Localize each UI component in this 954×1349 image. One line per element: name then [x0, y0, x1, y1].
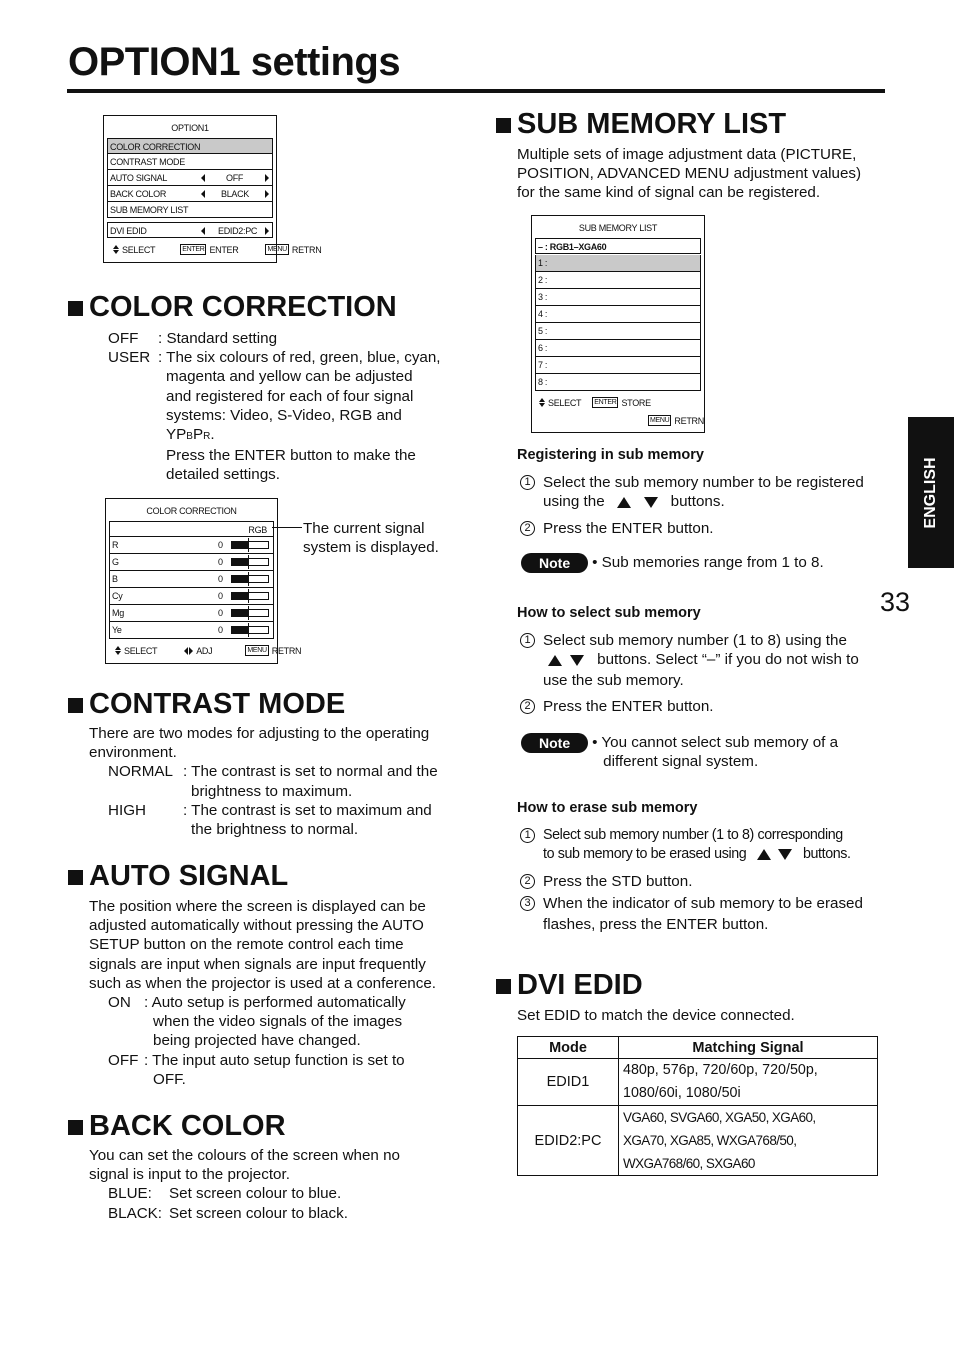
menu-key-icon: MENU: [247, 647, 267, 654]
heading-registering: Registering in sub memory: [517, 447, 704, 463]
option1-menu-title: OPTION1: [171, 123, 209, 133]
heading-dvi-edid: DVI EDID: [496, 971, 643, 1000]
up-down-arrow-icon: [115, 646, 121, 655]
right-arrow-icon: [265, 190, 269, 198]
menu-row-color-correction: COLOR CORRECTION: [107, 138, 273, 154]
table-row: [518, 1106, 878, 1176]
note-badge: Note: [521, 553, 588, 573]
up-arrow-icon: [548, 655, 562, 666]
option1-menu-footer: SELECT ENTER ENTER MENU RETRN: [113, 244, 321, 255]
down-arrow-icon: [778, 849, 792, 860]
signal-line: WXGA768/60, SXGA60: [623, 1156, 755, 1171]
heading-contrast-mode: CONTRAST MODE: [68, 690, 345, 719]
auto-signal-text: The position where the screen is displayed can be adjusted automatically without pressing the AUTO SETUP button on the remote control each time signals are input when signals are input frequently such as when the projector is used at a conference. ON : Auto setup is performed automatically when the video signals of the images being projected have changed. OFF : The input auto setup function is set to OFF.: [89, 898, 436, 1088]
left-arrow-icon: [201, 190, 205, 198]
color-row: Mg 0: [109, 605, 274, 622]
heading-erase: How to erase sub memory: [517, 800, 698, 816]
menu-row-sub-memory-list: SUB MEMORY LIST: [107, 202, 273, 218]
contrast-mode-text: There are two modes for adjusting to the operating environment. NORMAL : The contrast is set to normal and the brightness to maximum. HIGH : The contrast is set to maximum and the brightness to normal.: [89, 725, 438, 839]
square-bullet-icon: [68, 698, 83, 713]
signal-line: XGA70, XGA85, WXGA768/50,: [623, 1133, 797, 1148]
step-number: 1: [520, 475, 535, 490]
callout-text: The current signal system is displayed.: [303, 520, 439, 557]
right-arrow-icon: [265, 227, 269, 235]
square-bullet-icon: [496, 118, 511, 133]
sub-memory-row: 2 :: [535, 272, 701, 289]
square-bullet-icon: [68, 870, 83, 885]
sub-memory-none-row: – : RGB1–XGA60: [535, 238, 701, 254]
callout-line: [272, 527, 302, 528]
level-bar: [231, 558, 269, 566]
step-number: 1: [520, 633, 535, 648]
sub-memory-row: 1 :: [535, 255, 701, 272]
sub-memory-row: 8 :: [535, 374, 701, 391]
step-number: 2: [520, 699, 535, 714]
menu-row-back-color: BACK COLOR BLACK: [107, 186, 273, 202]
select-steps: 1 Select sub memory number (1 to 8) using the buttons. Select “–” if you do not wish to use the sub memory. 2 Press the ENTER button.: [520, 631, 890, 716]
down-arrow-icon: [570, 655, 584, 666]
sub-memory-row: 6 :: [535, 340, 701, 357]
sub-memory-row: 5 :: [535, 323, 701, 340]
mode-cell: EDID2:PC: [518, 1106, 619, 1176]
heading-auto-signal: AUTO SIGNAL: [68, 862, 288, 891]
color-row: G 0: [109, 554, 274, 571]
level-bar: [231, 592, 269, 600]
menu-key-icon: MENU: [267, 246, 287, 253]
square-bullet-icon: [496, 979, 511, 994]
note-badge: Note: [521, 733, 588, 753]
color-correction-menu-footer: SELECT ADJ MENU RETRN: [115, 645, 301, 656]
page-number: 33: [880, 587, 911, 617]
note-2: Note • You cannot select sub memory of a different signal system.: [521, 733, 838, 771]
signal-cell: [619, 1059, 878, 1106]
back-color-text: You can set the colours of the screen when no signal is input to the projector. BLUE: Set screen colour to blue. BLACK: Set screen colour to black.: [89, 1147, 400, 1222]
column-header-matching-signal: Matching Signal: [619, 1037, 878, 1059]
enter-key-icon: ENTER: [594, 399, 617, 406]
note-1: Note • Sub memories range from 1 to 8.: [521, 553, 824, 573]
color-correction-text: OFF : Standard setting USER : The six colours of red, green, blue, cyan, magenta and yellow can be adjusted and registered for each of four signal systems: Video, S-Video, RGB and YPBPR. Press the ENTER button to make the detailed settings.: [108, 330, 441, 484]
level-bar: [231, 575, 269, 583]
color-row: R 0: [109, 537, 274, 554]
up-arrow-icon: [617, 497, 631, 508]
option1-menu: [103, 115, 322, 263]
column-header-mode: Mode: [518, 1037, 619, 1059]
color-correction-menu: [105, 498, 302, 664]
level-bar: [231, 626, 269, 634]
table-header-row: [518, 1037, 878, 1059]
step-number: 2: [520, 521, 535, 536]
down-arrow-icon: [644, 497, 658, 508]
left-right-arrow-icon: [184, 647, 193, 655]
signal-line: 480p, 576p, 720/60p, 720/50p,: [623, 1062, 818, 1078]
menu-key-icon: MENU: [650, 417, 670, 424]
signal-line: VGA60, SVGA60, XGA50, XGA60,: [623, 1110, 816, 1125]
signal-row: RGB: [109, 521, 274, 537]
up-down-arrow-icon: [539, 398, 545, 407]
mode-cell: EDID1: [518, 1059, 619, 1106]
sub-memory-row: 7 :: [535, 357, 701, 374]
sub-memory-row: 3 :: [535, 289, 701, 306]
left-arrow-icon: [201, 227, 205, 235]
signal-line: 1080/60i, 1080/50i: [623, 1085, 741, 1101]
heading-color-correction: COLOR CORRECTION: [68, 293, 397, 322]
sub-memory-row: 4 :: [535, 306, 701, 323]
square-bullet-icon: [68, 301, 83, 316]
sub-memory-text: Multiple sets of image adjustment data (PICTURE, POSITION, ADVANCED MENU adjustment values) for the same kind of signal can be registered.: [517, 146, 862, 202]
level-bar: [231, 609, 269, 617]
step-number: 1: [520, 828, 535, 843]
signal-cell: [619, 1106, 878, 1176]
heading-back-color: BACK COLOR: [68, 1112, 286, 1141]
up-arrow-icon: [757, 849, 771, 860]
square-bullet-icon: [68, 1120, 83, 1135]
menu-row-dvi-edid: DVI EDID EDID2:PC: [107, 222, 273, 238]
up-down-arrow-icon: [113, 245, 119, 254]
color-row: Cy 0: [109, 588, 274, 605]
sub-memory-menu: [531, 215, 705, 433]
level-bar: [231, 541, 269, 549]
left-arrow-icon: [201, 174, 205, 182]
registering-steps: 1 Select the sub memory number to be registered using the buttons. 2 Press the ENTER button.: [520, 473, 890, 539]
right-arrow-icon: [265, 174, 269, 182]
heading-sub-memory-list: SUB MEMORY LIST: [496, 110, 786, 139]
color-row: B 0: [109, 571, 274, 588]
heading-select: How to select sub memory: [517, 605, 701, 621]
step-number: 2: [520, 874, 535, 889]
menu-row-auto-signal: AUTO SIGNAL OFF: [107, 170, 273, 186]
edid-table: [517, 1036, 878, 1176]
page-title: OPTION1 settings: [68, 40, 401, 84]
color-row: Ye 0: [109, 622, 274, 639]
enter-key-icon: ENTER: [182, 246, 205, 253]
title-rule: [67, 89, 885, 93]
menu-row-contrast-mode: CONTRAST MODE: [107, 154, 273, 170]
step-number: 3: [520, 896, 535, 911]
color-correction-menu-title: COLOR CORRECTION: [146, 506, 237, 516]
sub-memory-menu-footer-return: MENU RETRN: [650, 415, 704, 426]
sub-memory-menu-title: SUB MEMORY LIST: [578, 223, 658, 233]
table-row: [518, 1059, 878, 1106]
dvi-edid-text: Set EDID to match the device connected.: [517, 1007, 795, 1024]
erase-steps: 1 Select sub memory number (1 to 8) corresponding to sub memory to be erased using buttons. 2 Press the STD button. 3 When the indicator of sub memory to be erased flashes, press the ENTER button.: [520, 826, 900, 934]
sub-memory-menu-footer: SELECT ENTER STORE: [539, 397, 651, 408]
language-tab: ENGLISH: [908, 417, 954, 568]
